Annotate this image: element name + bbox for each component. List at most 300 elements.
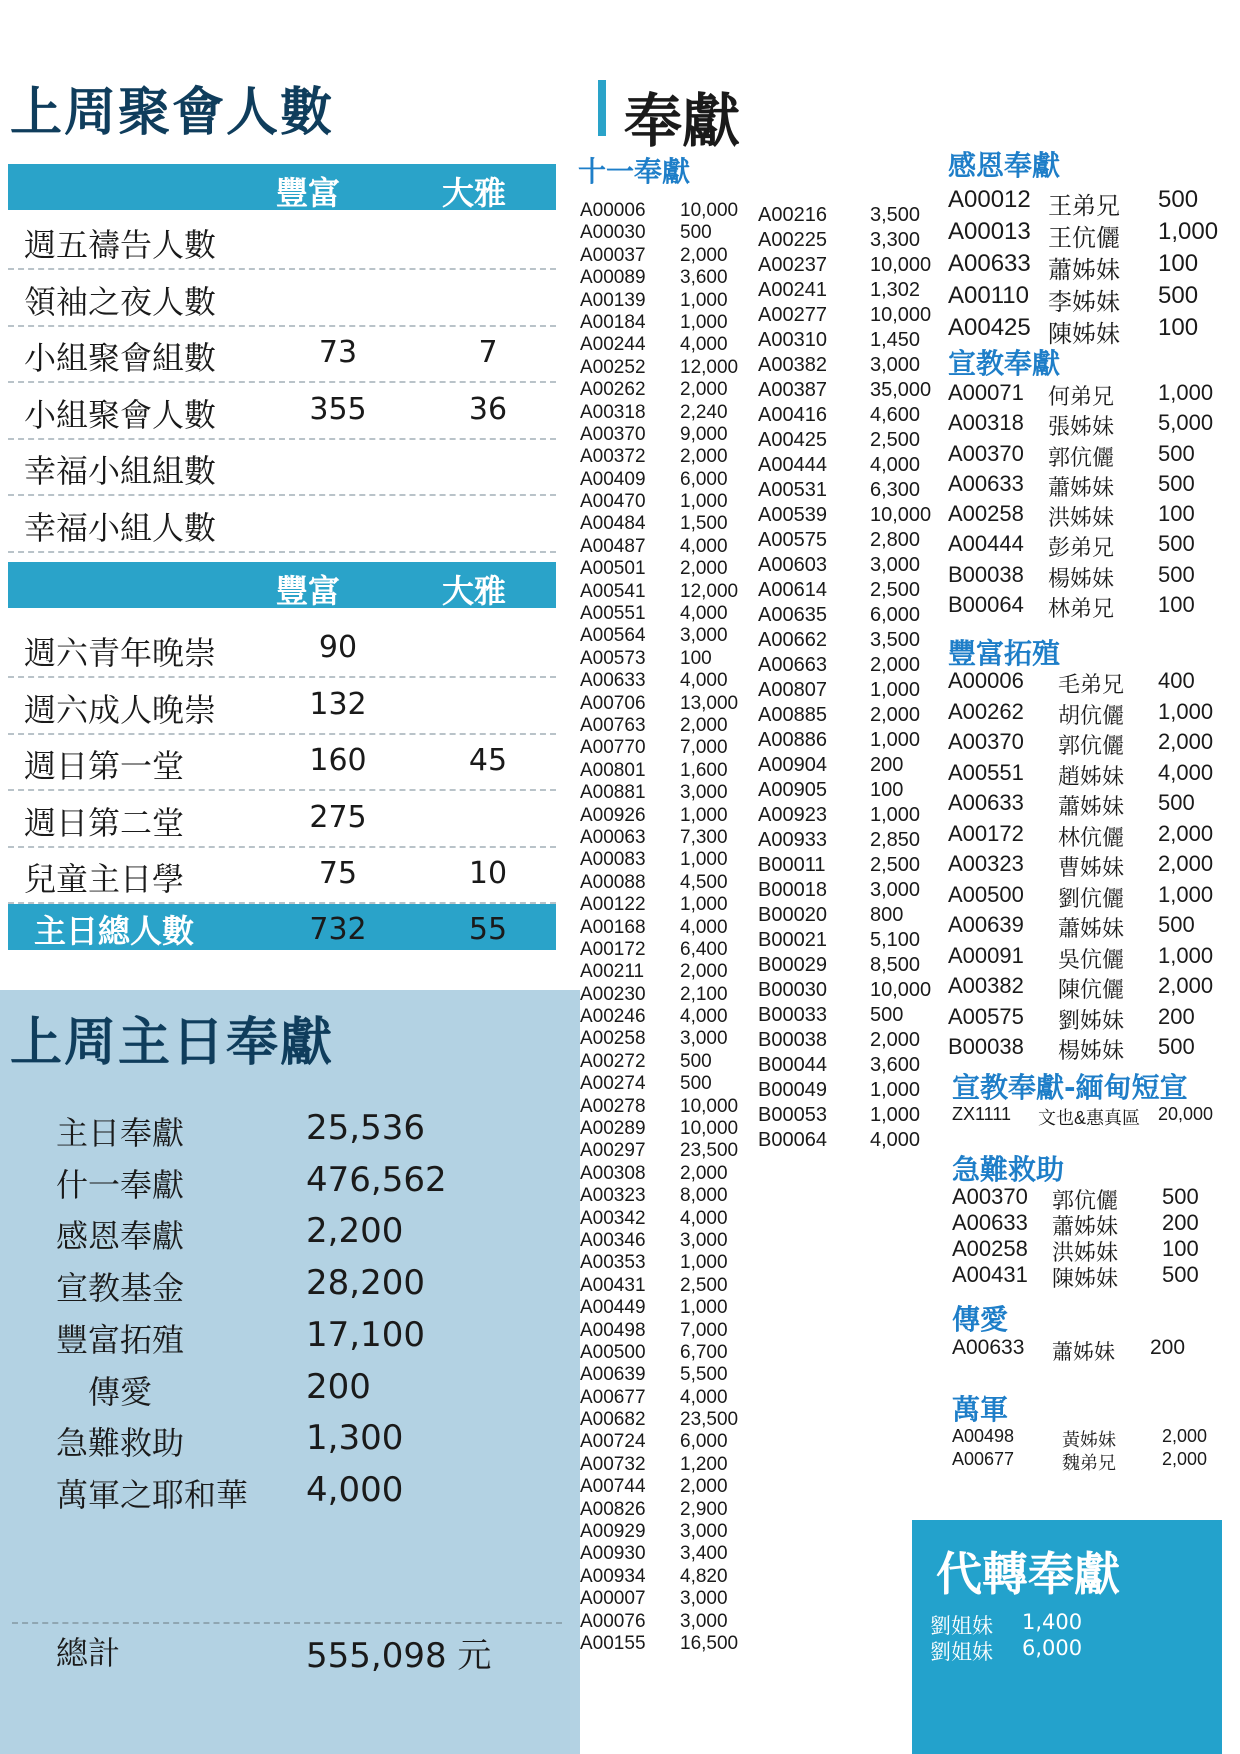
donor-code: A00929 <box>580 1521 646 1543</box>
tithe-row <box>758 1128 938 1153</box>
attendance-row <box>8 846 556 904</box>
donor-code: A00633 <box>580 670 646 692</box>
attendance-row <box>8 325 556 383</box>
donor-code: A00633 <box>952 1336 1025 1359</box>
donor-code: A00272 <box>580 1050 646 1072</box>
tithe-row <box>580 715 758 737</box>
amount: 3,000 <box>870 879 921 901</box>
mission-row <box>948 441 1228 471</box>
donor-code: A00885 <box>758 704 827 726</box>
amount: 2,000 <box>1162 1426 1208 1446</box>
amount: 1,000 <box>680 289 728 311</box>
donor-code: A00237 <box>758 254 827 276</box>
tithe-row <box>580 1543 758 1565</box>
amount: 3,000 <box>680 1028 728 1050</box>
amount: 4,000 <box>680 916 728 938</box>
amount: 8,000 <box>680 1185 728 1207</box>
tithe-row <box>758 903 938 928</box>
donor-code: A00278 <box>580 1095 646 1117</box>
tithe-row <box>580 558 758 580</box>
amount: 500 <box>1158 282 1199 309</box>
amount: 3,500 <box>870 204 921 226</box>
donor-code: A00225 <box>758 229 827 251</box>
thanks-row <box>948 218 1228 250</box>
attendance-daya: 10 <box>468 856 508 891</box>
donor-code: A00370 <box>952 1184 1028 1209</box>
donor-code: ZX1111 <box>952 1104 1012 1124</box>
tithe-row <box>758 228 938 253</box>
donor-code: A00012 <box>948 186 1031 213</box>
attendance-label: 兒童主日學 <box>24 860 185 898</box>
donor-code: A00110 <box>948 282 1029 309</box>
tithe-row <box>580 827 758 849</box>
donor-code: A00498 <box>952 1426 1015 1446</box>
amount: 9,000 <box>680 423 728 445</box>
summary-row <box>0 1108 580 1158</box>
tithe-row <box>580 1566 758 1588</box>
attendance-label: 週日第二堂 <box>24 803 185 842</box>
donor-name: 黃姊妹 <box>1062 1430 1116 1450</box>
amount: 2,000 <box>680 1162 728 1184</box>
tithe-row <box>758 503 938 528</box>
donor-name: 王伉儷 <box>1048 225 1120 252</box>
amount: 4,000 <box>870 1129 921 1151</box>
donor-name: 陳姊妹 <box>1052 1266 1119 1291</box>
donor-code: A00252 <box>580 356 646 378</box>
tithe-row <box>580 805 758 827</box>
donor-name: 楊姊妹 <box>1048 565 1115 591</box>
tithe-row <box>580 984 758 1006</box>
tithe-row <box>580 1118 758 1140</box>
donor-name: 郭伉儷 <box>1052 1188 1119 1213</box>
tithe-row <box>758 1078 938 1103</box>
attendance-row <box>8 438 556 496</box>
tithe-row <box>580 1342 758 1364</box>
tithe-row <box>580 290 758 312</box>
donor-name: 蕭姊妹 <box>1052 1341 1115 1364</box>
donor-code: A00274 <box>580 1073 646 1095</box>
donor-code: A00382 <box>948 973 1024 998</box>
mission-row <box>948 592 1228 622</box>
amount: 1,000 <box>870 729 921 751</box>
donor-code: A00006 <box>948 668 1024 693</box>
tithe-row <box>758 728 938 753</box>
amount: 500 <box>1158 1034 1195 1059</box>
donor-code: A00172 <box>580 938 646 960</box>
amount: 1,000 <box>1158 942 1214 968</box>
amount: 23,500 <box>680 1140 739 1162</box>
myanmar-title: 宣教奉獻-緬甸短宣 <box>952 1071 1188 1104</box>
donor-code: A00342 <box>580 1207 646 1229</box>
tithe-row <box>580 1409 758 1431</box>
attendance-fengfu: 132 <box>309 686 367 722</box>
amount: 200 <box>1158 1003 1195 1029</box>
donor-name: 文也&惠真區 <box>1038 1108 1141 1128</box>
donor-code: A00006 <box>580 200 646 221</box>
relief-list <box>952 1184 1232 1291</box>
amount: 7,000 <box>680 737 728 759</box>
attendance-row <box>8 790 556 848</box>
amount: 10,000 <box>870 254 932 276</box>
amount: 8,500 <box>870 954 921 976</box>
hosts-title: 萬軍 <box>952 1393 1009 1426</box>
donor-name: 魏弟兄 <box>1062 1453 1116 1473</box>
mission-row <box>948 471 1228 501</box>
donor-code: A00310 <box>758 329 827 351</box>
donor-code: A00277 <box>758 304 827 326</box>
donor-code: A00633 <box>952 1210 1028 1235</box>
amount: 1,000 <box>680 491 728 513</box>
amount: 100 <box>1158 592 1195 618</box>
donor-code: A00370 <box>580 423 646 445</box>
donor-name: 蕭姊妹 <box>1048 257 1120 284</box>
tithe-row <box>758 1028 938 1053</box>
tithe-row <box>580 648 758 670</box>
tithe-row <box>580 961 758 983</box>
donor-code: A00241 <box>758 279 827 301</box>
amount: 200 <box>1162 1210 1199 1235</box>
tithe-row <box>580 491 758 513</box>
amount: 1,000 <box>680 894 728 916</box>
amount: 500 <box>1158 790 1195 815</box>
summary-row <box>0 1160 580 1210</box>
summary-total-label: 總計 <box>56 1634 121 1672</box>
amount: 1,000 <box>680 1297 728 1319</box>
donor-code: A00258 <box>580 1028 646 1050</box>
donor-code: A00409 <box>580 468 646 490</box>
forward-row <box>930 1636 1210 1662</box>
donor-code: A00575 <box>758 529 827 551</box>
summary-label: 豐富拓殖 <box>56 1320 185 1359</box>
hosts-list <box>952 1426 1232 1472</box>
donor-code: A00382 <box>758 354 827 376</box>
attendance-label: 小組聚會組數 <box>24 339 217 377</box>
donor-code: A00323 <box>580 1185 646 1207</box>
donor-name: 趙姊妹 <box>1058 763 1125 789</box>
donor-code: A00564 <box>580 625 646 647</box>
donor-code: A00484 <box>580 513 646 535</box>
donor-code: A00230 <box>580 983 646 1005</box>
tithe-row <box>758 428 938 453</box>
donor-code: A00262 <box>948 698 1024 724</box>
amount: 3,000 <box>680 625 728 647</box>
amount: 2,000 <box>1162 1449 1208 1469</box>
expansion-row <box>948 851 1228 882</box>
amount: 2,000 <box>1158 729 1214 754</box>
donor-code: A00933 <box>758 829 827 851</box>
expansion-row <box>948 821 1228 852</box>
tithe-row <box>580 1051 758 1073</box>
donor-name: 劉姊妹 <box>1058 1007 1125 1033</box>
donor-code: A00551 <box>580 603 646 625</box>
donor-name: 林伉儷 <box>1058 824 1125 850</box>
donor-code: A00635 <box>758 604 827 626</box>
donor-name: 劉伉儷 <box>1058 885 1125 911</box>
amount: 3,400 <box>680 1543 728 1565</box>
donor-name: 郭伉儷 <box>1058 733 1125 758</box>
amount: 12,000 <box>680 356 739 378</box>
donor-code: A00063 <box>580 826 646 848</box>
amount: 2,000 <box>680 1476 728 1498</box>
summary-divider <box>12 1622 562 1624</box>
amount: 100 <box>1158 250 1199 277</box>
mission-title: 宣教奉獻 <box>948 347 1061 380</box>
tithe-row <box>758 253 938 278</box>
attendance-label: 幸福小組組數 <box>24 452 217 490</box>
amount: 1,000 <box>870 1079 921 1101</box>
donor-code: A00353 <box>580 1252 646 1274</box>
attendance-total-row <box>8 904 556 950</box>
amount: 6,400 <box>680 938 728 960</box>
summary-value: 28,200 <box>306 1263 425 1304</box>
tithe-row <box>758 1003 938 1028</box>
donor-code: A00297 <box>580 1140 646 1162</box>
amount: 1,000 <box>680 849 728 871</box>
expansion-row <box>948 943 1228 974</box>
tithe-row <box>758 303 938 328</box>
amount: 1,000 <box>680 311 728 333</box>
tithe-row <box>580 245 758 267</box>
amount: 6,700 <box>680 1341 728 1363</box>
donor-code: A00289 <box>580 1118 646 1140</box>
summary-row <box>0 1211 580 1261</box>
tithe-row <box>580 581 758 603</box>
tithe-row <box>580 849 758 871</box>
expansion-row <box>948 790 1228 821</box>
offering-title: 奉獻 <box>624 87 741 155</box>
donor-code: B00038 <box>948 1034 1024 1059</box>
amount: 1,000 <box>1158 881 1214 907</box>
tithe-row <box>580 939 758 961</box>
attendance-row <box>8 677 556 735</box>
amount: 200 <box>870 754 904 776</box>
thanks-row <box>948 186 1228 218</box>
donor-code: A00724 <box>580 1431 646 1453</box>
donor-code: B00038 <box>758 1029 827 1051</box>
tithe-row <box>580 334 758 356</box>
donor-code: A00318 <box>948 410 1024 436</box>
donor-code: A00677 <box>580 1386 646 1408</box>
attendance-row <box>8 495 556 553</box>
donor-code: A00744 <box>580 1476 646 1498</box>
amount: 6,000 <box>870 604 921 626</box>
tithe-row <box>758 928 938 953</box>
attendance-row <box>8 382 556 440</box>
amount: 6,000 <box>1022 1636 1083 1660</box>
amount: 1,000 <box>680 804 728 826</box>
donor-name: 吳伉儷 <box>1058 946 1125 972</box>
attendance-fengfu: 75 <box>318 856 358 891</box>
expansion-row <box>948 760 1228 791</box>
amount: 10,000 <box>870 504 932 526</box>
expansion-list <box>948 668 1228 1065</box>
donor-code: A00498 <box>580 1319 646 1341</box>
donor-code: A00886 <box>758 729 827 751</box>
amount: 3,000 <box>680 1521 728 1543</box>
tithe-row <box>758 978 938 1003</box>
tithe-row <box>758 778 938 803</box>
tithe-row <box>580 1028 758 1050</box>
donor-name: 胡伉儷 <box>1058 702 1125 728</box>
summary-value: 4,000 <box>306 1469 404 1510</box>
donor-code: B00064 <box>948 592 1024 618</box>
tithe-row <box>580 1387 758 1409</box>
summary-label: 什一奉獻 <box>56 1165 185 1204</box>
summary-value: 25,536 <box>306 1108 425 1148</box>
donor-code: A00926 <box>580 804 646 826</box>
amount: 1,000 <box>870 804 921 826</box>
tithe-row <box>580 1454 758 1476</box>
amount: 4,000 <box>680 1207 728 1229</box>
donor-code: A00416 <box>758 404 827 426</box>
amount: 1,302 <box>870 279 921 301</box>
attendance-label: 幸福小組人數 <box>24 508 217 547</box>
tithe-row <box>580 1096 758 1118</box>
amount: 500 <box>1162 1262 1199 1287</box>
thanks-list <box>948 186 1228 346</box>
donor-code: A00881 <box>580 782 646 804</box>
myanmar-list <box>952 1104 1232 1130</box>
tithe-row <box>758 653 938 678</box>
amount: 7,000 <box>680 1319 728 1341</box>
donor-code: A00444 <box>758 454 827 476</box>
donor-code: A00677 <box>952 1449 1015 1469</box>
donor-code: A00258 <box>948 501 1024 527</box>
amount: 3,000 <box>870 554 921 576</box>
amount: 1,200 <box>680 1453 728 1475</box>
attendance-label: 週六青年晚崇 <box>24 634 217 672</box>
attendance-row <box>8 212 556 270</box>
donor-code: A00370 <box>948 440 1024 466</box>
donor-code: A00244 <box>580 334 646 356</box>
donor-code: A00539 <box>758 504 827 526</box>
donor-code: A00258 <box>952 1236 1028 1261</box>
expansion-row <box>948 668 1228 699</box>
donor-name: 曹姊妹 <box>1058 855 1125 880</box>
donor-name: 劉姐妹 <box>930 1640 993 1664</box>
tithe-list-col2 <box>758 203 938 1153</box>
donor-code: A00083 <box>580 849 646 871</box>
mission-row <box>948 380 1228 410</box>
relief-row <box>952 1236 1232 1265</box>
donor-code: A00603 <box>758 554 827 576</box>
attendance-row <box>8 620 556 678</box>
thanks-row <box>948 282 1228 314</box>
donor-code: A00500 <box>580 1341 646 1363</box>
amount: 4,000 <box>680 603 728 625</box>
donor-code: A00573 <box>580 647 646 669</box>
amount: 2,000 <box>680 379 728 401</box>
donor-code: A00706 <box>580 692 646 714</box>
tithe-row <box>758 803 938 828</box>
tithe-row <box>580 1185 758 1207</box>
donor-code: A00934 <box>580 1565 646 1587</box>
amount: 3,500 <box>870 629 921 651</box>
amount: 2,240 <box>680 401 728 423</box>
amount: 13,000 <box>680 692 739 714</box>
myanmar-row <box>952 1104 1232 1130</box>
tithe-row <box>580 1163 758 1185</box>
tithe-row <box>758 1053 938 1078</box>
donor-code: A00470 <box>580 491 646 513</box>
amount: 6,300 <box>870 479 921 501</box>
amount: 4,820 <box>680 1565 728 1587</box>
amount: 2,800 <box>870 529 921 551</box>
amount: 1,000 <box>1158 698 1214 724</box>
expansion-row <box>948 1034 1228 1065</box>
donor-name: 彭弟兄 <box>1048 535 1115 561</box>
amount: 500 <box>680 1050 712 1072</box>
amount: 2,000 <box>680 446 728 468</box>
tithe-row <box>758 828 938 853</box>
donor-code: A00089 <box>580 267 646 289</box>
tithe-row <box>580 1252 758 1274</box>
attendance-title: 上周聚會人數 <box>10 83 335 143</box>
summary-total-row <box>0 1628 580 1678</box>
donor-code: B00038 <box>948 561 1024 587</box>
summary-value: 2,200 <box>306 1211 404 1252</box>
donor-code: A00088 <box>580 871 646 893</box>
tithe-row <box>580 625 758 647</box>
summary-title: 上周主日奉獻 <box>10 1013 335 1073</box>
tithe-row <box>580 312 758 334</box>
donor-code: A00122 <box>580 894 646 916</box>
attendance-daya: 7 <box>478 335 498 370</box>
attendance-label: 領袖之夜人數 <box>24 282 217 321</box>
amount: 4,000 <box>680 334 728 356</box>
tithe-row <box>580 267 758 289</box>
amount: 500 <box>1158 186 1199 213</box>
donor-code: A00639 <box>580 1364 646 1386</box>
amount: 6,000 <box>680 1431 728 1453</box>
donor-code: A00500 <box>948 881 1024 907</box>
summary-label: 萬軍之耶和華 <box>56 1475 249 1514</box>
tithe-row <box>758 953 938 978</box>
donor-code: A00425 <box>758 429 827 451</box>
amount: 100 <box>1158 314 1199 341</box>
amount: 2,000 <box>1158 820 1214 846</box>
attendance-fengfu: 355 <box>309 391 367 427</box>
amount: 4,000 <box>680 535 728 557</box>
amount: 35,000 <box>870 379 932 401</box>
amount: 1,600 <box>680 759 728 781</box>
donor-code: A00211 <box>580 961 645 983</box>
hosts-row <box>952 1426 1232 1449</box>
tithe-row <box>580 424 758 446</box>
amount: 2,000 <box>870 654 921 676</box>
tithe-row <box>758 553 938 578</box>
column-daya: 大雅 <box>442 572 507 610</box>
donor-code: A00531 <box>758 479 827 501</box>
amount: 100 <box>870 779 904 801</box>
offering-title-bar <box>598 80 606 136</box>
donor-name: 洪姊妹 <box>1048 505 1115 531</box>
expansion-row <box>948 882 1228 913</box>
donor-code: A00449 <box>580 1297 646 1319</box>
donor-code: A00168 <box>580 916 646 938</box>
donor-name: 劉姐妹 <box>930 1614 993 1638</box>
donor-code: A00732 <box>580 1453 646 1475</box>
tithe-row <box>580 1320 758 1342</box>
tithe-row <box>758 703 938 728</box>
donor-code: A00387 <box>758 379 827 401</box>
donor-code: B00020 <box>758 904 827 926</box>
tithe-row <box>758 753 938 778</box>
donor-code: A00216 <box>758 204 827 226</box>
donor-code: A00682 <box>580 1409 646 1431</box>
donor-code: A00184 <box>580 311 646 333</box>
relief-title: 急難救助 <box>952 1153 1065 1186</box>
